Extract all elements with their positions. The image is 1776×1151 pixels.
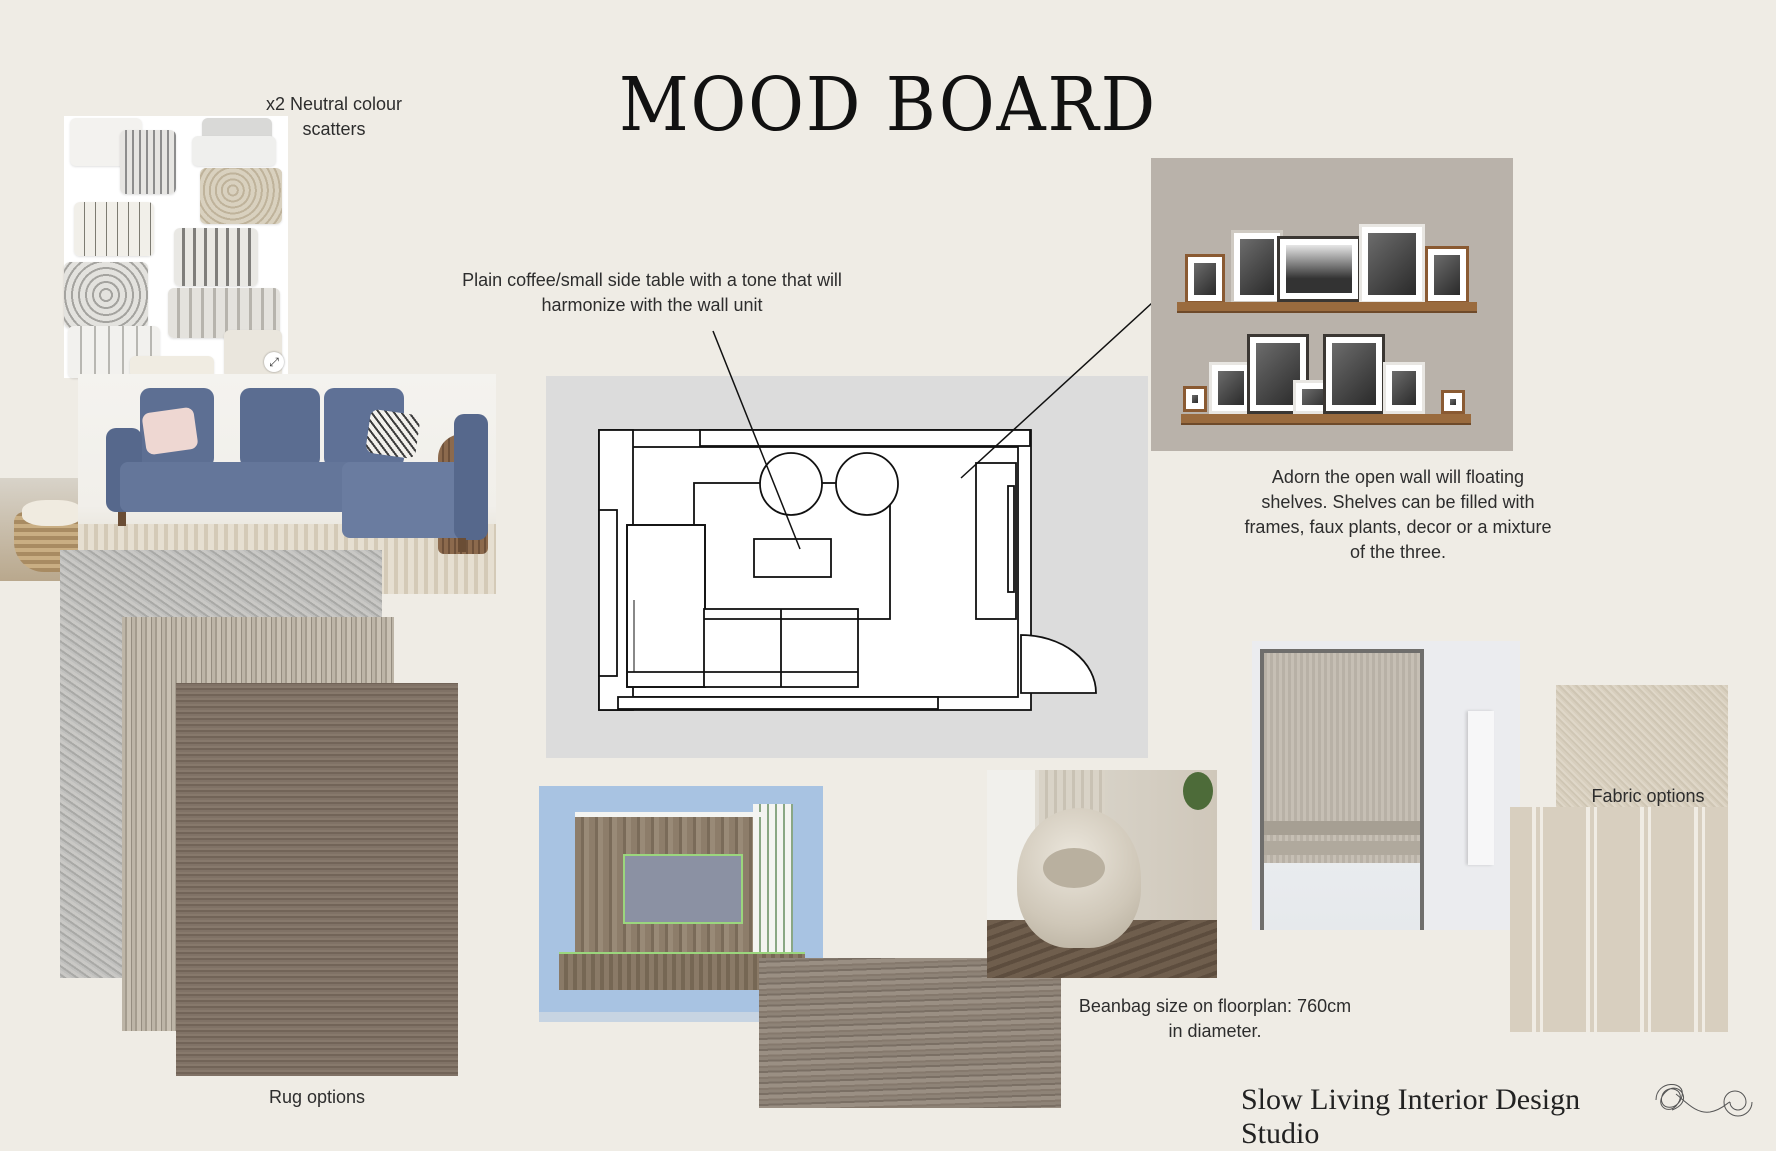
shelves-caption: Adorn the open wall will floating shelves. Shelves can be filled with frames, faux plants, decor or a mixture of the three. [1244, 467, 1552, 562]
fabric-swatch-2 [1510, 807, 1728, 1032]
coffee-table-caption: Plain coffee/small side table with a tone that will harmonize with the wall unit [462, 270, 842, 315]
floorplan-sofa [627, 525, 705, 687]
scatters-caption: x2 Neutral colour scatters [265, 94, 403, 139]
rug-caption: Rug options [268, 1087, 366, 1107]
wood-floor-sample [759, 958, 1061, 1108]
floating-shelves-image [1151, 158, 1513, 451]
floorplan-beanbag-1 [760, 453, 822, 515]
roman-blind-image [1252, 641, 1520, 930]
floorplan-door [1021, 635, 1096, 693]
fabric-caption: Fabric options [1591, 786, 1705, 806]
beanbag-caption: Beanbag size on floorplan: 760cm in diameter. [1078, 996, 1352, 1041]
floorplan-beanbag-2 [836, 453, 898, 515]
studio-name: Slow Living Interior Design Studio [1241, 1083, 1581, 1150]
beanbag-image [987, 770, 1217, 978]
shelves-pointer-line [961, 303, 1152, 478]
page-title: MOOD BOARD [618, 62, 1158, 148]
scribble-spiral-logo-icon [1646, 1072, 1766, 1126]
expand-icon[interactable]: ⤢ [264, 352, 284, 372]
floorplan-coffee-table [754, 539, 831, 577]
